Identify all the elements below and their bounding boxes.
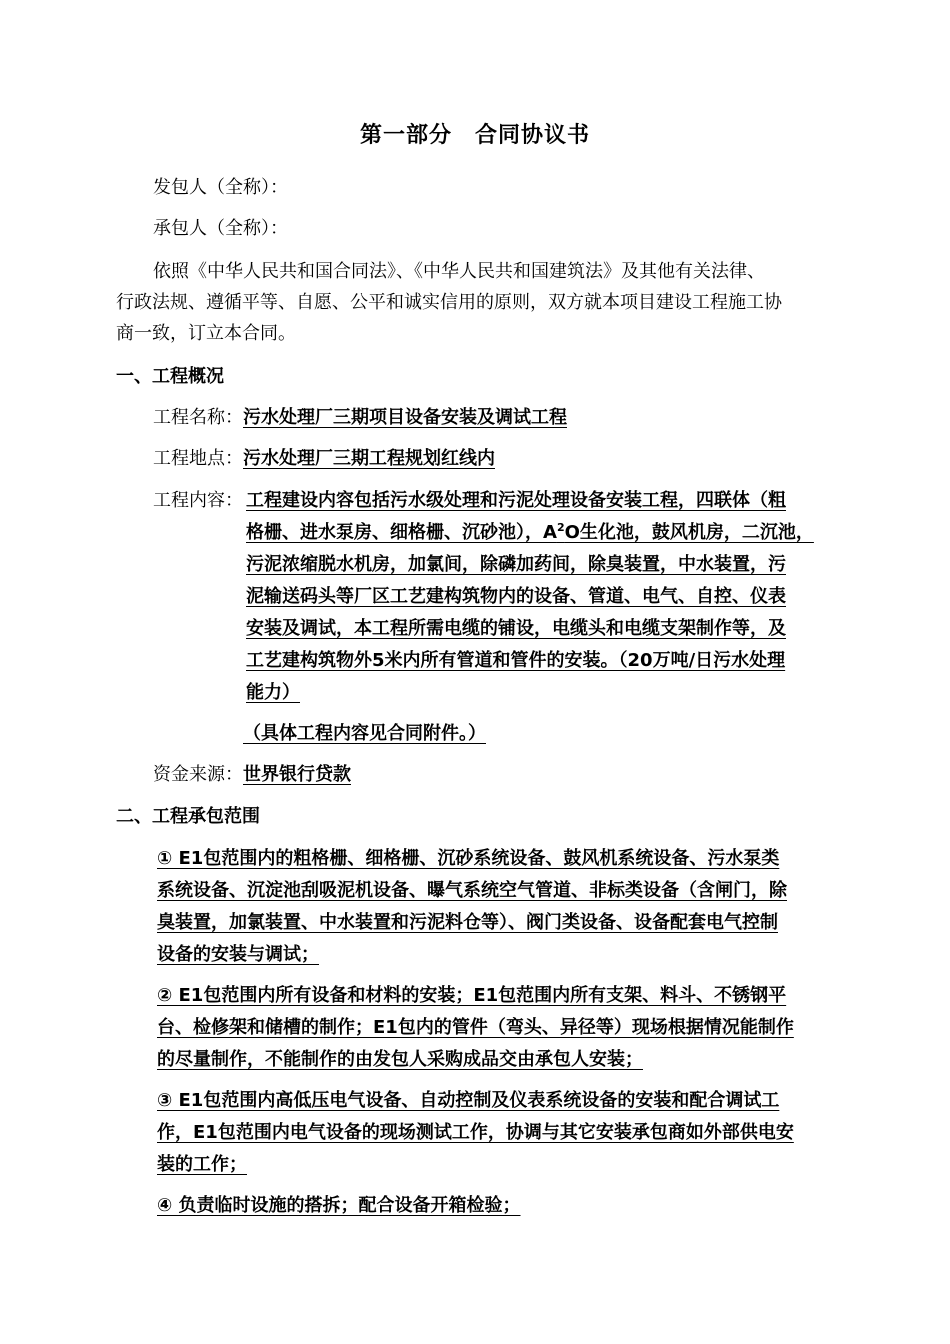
project-content-line: 能力） [246,682,300,703]
project-content-note: （具体工程内容见合同附件。） [243,723,486,744]
project-content-value [246,485,814,709]
fund-source-label: 资金来源： [153,764,243,785]
project-name-value: 污水处理厂三期项目设备安装及调试工程 [243,407,567,428]
scope-line: ② E1包范围内所有设备和材料的安装；E1包范围内所有支架、料斗、不锈钢平 [157,985,787,1006]
project-content-line: 泥输送码头等厂区工艺建构筑物内的设备、管道、电气、自控、仪表 [246,586,786,607]
intro-line-1: 依照《中华人民共和国合同法》、《中华人民共和国建筑法》及其他有关法律、 [153,261,765,282]
project-location-label: 工程地点： [153,448,243,469]
intro-line-2: 行政法规、遵循平等、自愿、公平和诚实信用的原则，双方就本项目建设工程施工协 [116,292,782,313]
project-content-line: 格栅、进水泵房、细格栅、沉砂池），$A^2O$生化池，鼓风机房，二沉池， [246,521,814,543]
section1-heading: 一、工程概况 [116,366,224,387]
scope-item-1 [157,843,787,971]
scope-line: 系统设备、沉淀池刮吸泥机设备、曝气系统空气管道、非标类设备（含闸门，除 [157,880,787,901]
scope-line: 臭装置，加氯装置、中水装置和污泥料仓等）、阀门类设备、设备配套电气控制 [157,912,778,933]
employer-label: 发包人（全称）： [153,177,288,198]
contractor-label: 承包人（全称）： [153,218,288,239]
scope-line: ③ E1包范围内高低压电气设备、自动控制及仪表系统设备的安装和配合调试工 [157,1090,780,1111]
document-title: 第一部分 合同协议书 [359,123,590,148]
project-content-line: 污泥浓缩脱水机房，加氯间，除磷加药间，除臭装置，中水装置，污 [246,554,786,575]
scope-line: 设备的安装与调试； [157,944,319,965]
project-location-row [153,443,495,475]
scope-line: 台、检修架和储槽的制作；E1包内的管件（弯头、异径等）现场根据情况能制作 [157,1017,794,1038]
scope-line: 的尽量制作，不能制作的由发包人采购成品交由承包人安装； [157,1049,643,1070]
scope-line: 装的工作； [157,1154,247,1175]
project-content-label: 工程内容： [153,490,243,511]
scope-item-4 [157,1190,521,1222]
project-content-line: 安装及调试，本工程所需电缆的铺设，电缆头和电缆支架制作等，及 [246,618,786,639]
project-content-line: 工艺建构筑物外5米内所有管道和管件的安装。（20万吨/日污水处理 [246,650,786,671]
scope-line: 作，E1包范围内电气设备的现场测试工作，协调与其它安装承包商如外部供电安 [157,1122,794,1143]
scope-line: ① E1包范围内的粗格栅、细格栅、沉砂系统设备、鼓风机系统设备、污水泵类 [157,848,780,869]
scope-line: ④ 负责临时设施的搭拆；配合设备开箱检验； [157,1195,521,1216]
scope-item-2 [157,980,794,1076]
fund-source-value: 世界银行贷款 [243,764,351,785]
project-content-line: 工程建设内容包括污水级处理和污泥处理设备安装工程，四联体（粗 [246,490,786,511]
scope-item-3 [157,1085,794,1181]
project-name-row [153,402,567,434]
project-name-label: 工程名称： [153,407,243,428]
project-location-value: 污水处理厂三期工程规划红线内 [243,448,495,469]
section2-heading: 二、工程承包范围 [116,806,260,827]
fund-source-row [153,759,351,791]
intro-line-3: 商一致，订立本合同。 [116,323,296,344]
